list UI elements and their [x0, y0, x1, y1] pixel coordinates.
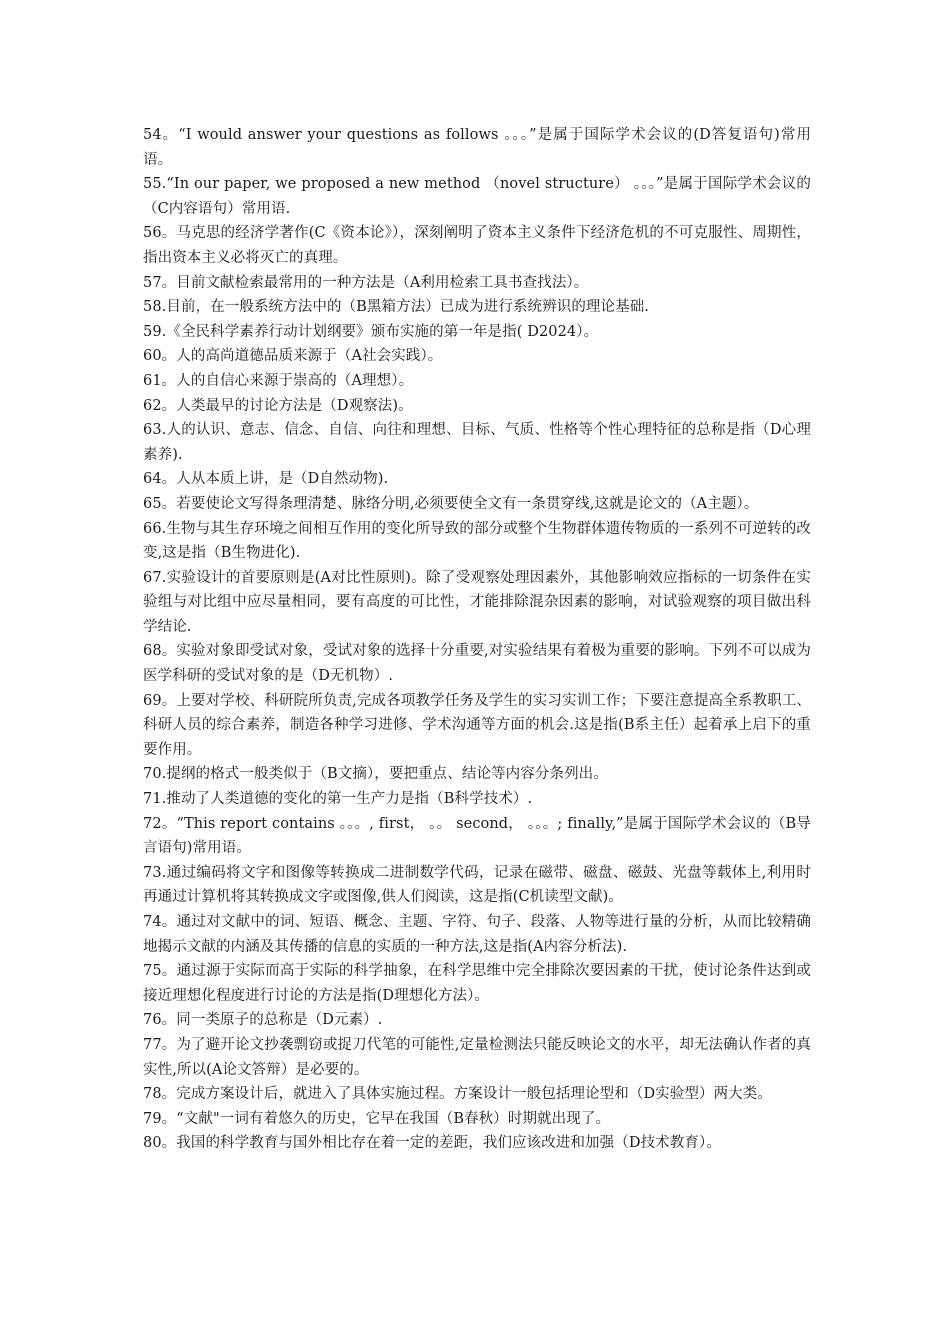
question-item: 69。上要对学校、科研院所负责,完成各项教学任务及学生的实习实训工作；下要注意提高全系教职工、科研人员的综合素养，制造各种学习进修、学术沟通等方面的机会.这是指(B系主任）起着承上启下的重要作用。 [143, 692, 811, 758]
question-item: 73.通过编码将文字和图像等转换成二进制数学代码，记录在磁带、磁盘、磁鼓、光盘等载体上,利用时再通过计算机将其转换成文字或图像,供人们阅读，这是指(C机读型文献)。 [143, 864, 811, 906]
question-item: 72。“This report contains 。。。, first， 。。 second， 。。。; finally,”是属于国际学术会议的（B导言语句)常用语。 [143, 815, 811, 857]
question-item: 55.“In our paper, we proposed a new method （novel structure） 。。。”是属于国际学术会议的（C内容语句）常用语. [143, 176, 811, 217]
question-item: 57。目前文献检索最常用的一种方法是（A利用检索工具书查找法）。 [143, 274, 589, 291]
question-item: 77。为了避开论文抄袭剽窃或捉刀代笔的可能性,定量检测法只能反映论文的水平，却无法确认作者的真实性,所以(A论文答辩）是必要的。 [143, 1036, 811, 1078]
question-item: 76。同一类原子的总称是（D元素）. [143, 1012, 383, 1029]
question-item: 75。通过源于实际而高于实际的科学抽象，在科学思维中完全排除次要因素的干扰，使讨论条件达到或接近理想化程度进行讨论的方法是指(D理想化方法）。 [143, 963, 811, 1004]
question-item: 61。人的自信心来源于崇高的（A理想）。 [143, 372, 414, 389]
question-item: 54。“I would answer your questions as follows 。。。”是属于国际学术会议的(D答复语句)常用语。 [143, 127, 811, 168]
question-item: 71.推动了人类道德的变化的第一生产力是指（B科学技术）. [143, 791, 533, 808]
question-item: 68。实验对象即受试对象，受试对象的选择十分重要,对实验结果有着极为重要的影响。下列不可以成为医学科研的受试对象的是（D无机物）. [143, 643, 811, 685]
question-item: 67.实验设计的首要原则是(A对比性原则)。除了受观察处理因素外，其他影响效应指标的一切条件在实验组与对比组中应尽量相同，要有高度的可比性，才能排除混杂因素的影响，对试验观察的项目做出科学结论. [143, 569, 811, 635]
question-item: 74。通过对文献中的词、短语、概念、主题、字符、句子、段落、人物等进行量的分析，从而比较精确地揭示文献的内涵及其传播的信息的实质的一种方法,这是指(A内容分析法). [143, 914, 811, 955]
question-item: 64。人从本质上讲，是（D自然动物). [143, 471, 389, 488]
question-item: 60。人的高尚道德品质来源于（A社会实践）。 [143, 348, 443, 365]
question-item: 62。人类最早的讨论方法是（D观察法)。 [143, 397, 413, 414]
question-item: 65。若要使论文写得条理清楚、脉络分明,必须要使全文有一条贯穿线,这就是论文的（A主题）。 [143, 495, 759, 512]
question-item: 59.《全民科学素养行动计划纲要》颁布实施的第一年是指( D2024）。 [143, 323, 599, 340]
question-item: 79。“文献"一词有着悠久的历史，它早在我国（B春秋）时期就出现了。 [143, 1110, 611, 1127]
question-item: 66.生物与其生存环境之间相互作用的变化所导致的部分或整个生物群体遗传物质的一系列不可逆转的改变,这是指（B生物进化). [143, 520, 811, 562]
question-item: 63.人的认识、意志、信念、自信、向往和理想、目标、气质、性格等个性心理特征的总称是指（D心理素养). [143, 422, 811, 463]
question-item: 56。马克思的经济学著作(C《资本论》），深刻阐明了资本主义条件下经济危机的不可克服性、周期性，指出资本主义必将灭亡的真理。 [143, 225, 811, 266]
question-item: 78。完成方案设计后，就进入了具体实施过程。方案设计一般包括理论型和（D实验型）两大类。 [143, 1086, 772, 1103]
question-item: 70.提纲的格式一般类似于（B文摘），要把重点、结论等内容分条列出。 [143, 766, 608, 783]
question-item: 80。我国的科学教育与国外相比存在着一定的差距，我们应该改进和加强（D技术教育）。 [143, 1135, 721, 1152]
question-item: 58.目前，在一般系统方法中的（B黑箱方法）已成为进行系统辨识的理论基础. [143, 299, 650, 316]
document-body [143, 123, 811, 1156]
